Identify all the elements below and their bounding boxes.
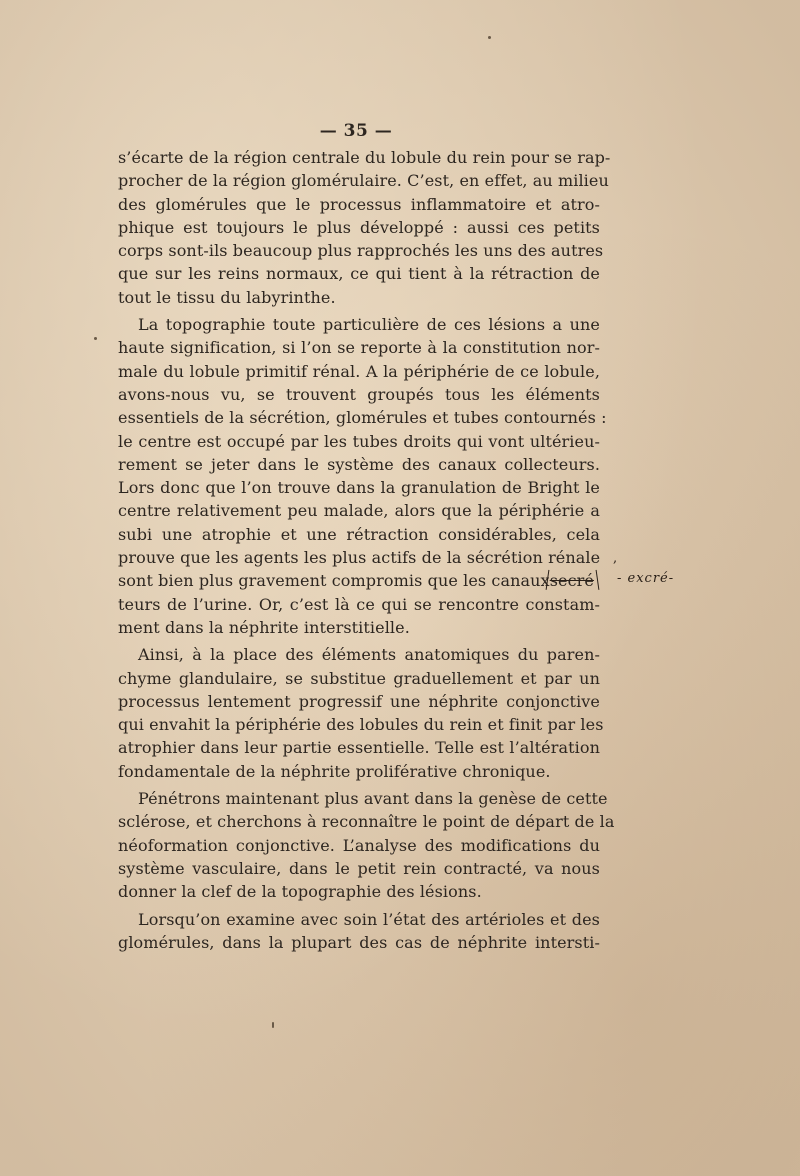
text-line: néoformation conjonctive. L’analyse des modifications du [118,835,600,855]
text-line: qui envahit la périphérie des lobules du rein et finit par les [118,715,604,735]
struck-word: secré [550,569,594,592]
paper-speck [488,36,491,39]
text-line: phique est toujours le plus développé : aussi ces petits [118,217,600,237]
text-line: processus lentement progressif une néphrite conjonctive [118,691,600,711]
text-line: donner la clef de la topographie des lésions. [118,882,482,902]
handwritten-tick-mark: , [613,551,618,566]
text-line: rement se jeter dans le système des canaux collecteurs. [118,454,600,474]
text-line: fondamentale de la néphrite proliférative chronique. [118,761,551,781]
text-line: Lors donc que l’on trouve dans la granulation de Bright le [118,478,600,498]
text-line: Ainsi, à la place des éléments anatomiques du paren- [138,645,600,665]
text-line: sont bien plus gravement compromis que les canaux [118,571,550,591]
text-line: ment dans la néphrite interstitielle. [118,617,410,637]
text-line: le centre est occupé par les tubes droits qui vont ultérieu- [118,431,600,451]
paper-speck [272,1022,274,1028]
handwritten-margin-note: - excré- [617,571,675,586]
text-line: centre relativement peu malade, alors que la périphérie a [118,501,600,521]
text-line: male du lobule primitif rénal. A la périphérie de ce lobule, [118,361,600,381]
paper-speck [94,337,97,340]
text-line: procher de la région glomérulaire. C’est, en effet, au milieu [118,171,609,191]
text-line: corps sont-ils beaucoup plus rapprochés les uns des autres [118,241,604,261]
text-line: s’écarte de la région centrale du lobule du rein pour se rap- [118,148,611,167]
page-number: — 35 — [319,121,393,141]
text-line-with-correction [118,569,600,592]
text-line: glomérules, dans la plupart des cas de néphrite intersti- [118,932,600,952]
text-line: prouve que les agents les plus actifs de la sécrétion rénale [118,548,601,568]
text-line: essentiels de la sécrétion, glomérules et tubes contournés : [118,408,607,428]
text-line: Pénétrons maintenant plus avant dans la genèse de cette [138,789,608,809]
text-line: subi une atrophie et une rétraction considérables, cela [118,524,600,544]
text-line: atrophier dans leur partie essentielle. Telle est l’altération [118,738,600,758]
text-line: chyme glandulaire, se substitue graduellement et par un [118,668,600,688]
text-line: teurs de l’urine. Or, c’est là ce qui se rencontre constam- [118,594,600,614]
text-line: haute signification, si l’on se reporte à la constitution nor- [118,338,600,358]
text-line: La topographie toute particulière de ces lésions a une [138,315,600,335]
text-line: avons-nous vu, se trouvent groupés tous les éléments [118,384,600,404]
text-line: tout le tissu du labyrinthe. [118,287,336,307]
text-line: système vasculaire, dans le petit rein contracté, va nous [118,858,600,878]
text-line: sclérose, et cherchons à reconnaître le point de départ de la [118,812,615,832]
text-line: Lorsqu’on examine avec soin l’état des artérioles et des [138,909,600,929]
text-line: que sur les reins normaux, ce qui tient à la rétraction de [118,264,600,284]
text-line: des glomérules que le processus inflammatoire et atro- [118,194,600,214]
body-text [118,146,615,954]
